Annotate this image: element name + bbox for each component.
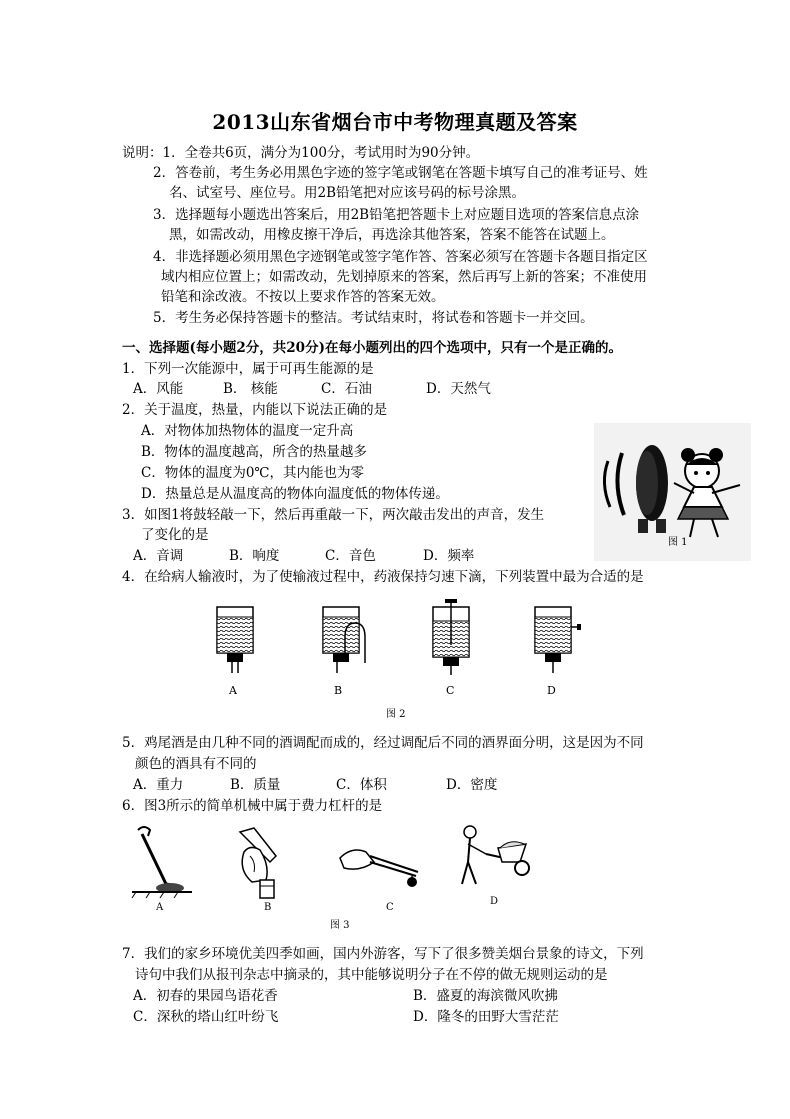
drum-illustration [594, 423, 751, 561]
figure-2-caption: 图 2 [386, 709, 406, 720]
q5-option-d: D．密度 [446, 777, 498, 793]
figure-2-iv-bottles [205, 597, 585, 723]
q3-options [133, 546, 474, 566]
q2-stem: 2．关于温度，热量，内能以下说法正确的是 [122, 402, 388, 418]
figure-3-label-b: B [264, 902, 272, 913]
q2-option-b: B．物体的温度越高，所含的热量越多 [141, 444, 367, 460]
q4-stem: 4．在给病人输液时，为了使输液过程中，药液保持匀速下滴，下列装置中最为合适的是 [122, 569, 644, 585]
bottle-b [323, 607, 365, 697]
instruction-2-cont: 名、试室号、座位号。用2B铅笔把对应该号码的标号涂黑。 [169, 185, 526, 201]
figure-1-drum [594, 423, 751, 561]
q1-option-a: A．风能 [133, 381, 184, 397]
q7-option-b: B．盛夏的海滨微风吹拂 [413, 988, 558, 1004]
instruction-5: 5．考生务必保持答题卡的整洁。考试结束时，将试卷和答题卡一并交回。 [153, 310, 594, 326]
instruction-2: 2．答卷前，考生务必用黑色字迹的签字笔或钢笔在答题卡填写自己的准考证号、姓 [153, 165, 648, 181]
bottle-a [217, 607, 253, 697]
q3-option-a: A．音调 [133, 548, 184, 564]
q3-option-d: D．频率 [423, 548, 475, 564]
figure-1-caption: 图 1 [668, 537, 688, 548]
instruction-3-cont: 黑，如需改动，用橡皮擦干净后，再选涂其他答案，答案不能答在试题上。 [169, 227, 615, 243]
q2-option-c: C．物体的温度为0℃，其内能也为零 [141, 465, 365, 481]
q3-stem: 3．如图1将鼓轻敲一下，然后再重敲一下，两次敲击发出的声音，发生 [122, 507, 545, 523]
q5-option-a: A．重力 [133, 777, 184, 793]
q3-stem-cont: 了变化的是 [141, 527, 209, 543]
figure-2-label-a: A [229, 684, 237, 697]
figure-3-simple-machines [130, 822, 540, 934]
figure-2-label-c: C [446, 684, 455, 697]
q5-option-b: B．质量 [230, 777, 281, 793]
q7-option-d: D．隆冬的田野大雪茫茫 [413, 1009, 559, 1025]
instruction-4-cont2: 铅笔和涂改液。不按以上要求作答的答案无效。 [161, 289, 445, 305]
q1-option-b: B． 核能 [223, 381, 278, 397]
q1-option-d: D．天然气 [426, 381, 491, 397]
bottle-d [535, 607, 581, 697]
page-title: 2013山东省烟台市中考物理真题及答案 [212, 110, 578, 134]
q1-options [133, 379, 491, 399]
figure-3-label-c: C [386, 902, 394, 913]
bottle-c [433, 599, 469, 697]
q3-option-c: C．音色 [325, 548, 376, 564]
q2-option-a: A．对物体加热物体的温度一定升高 [141, 423, 354, 439]
instruction-4: 4．非选择题必须用黑色字迹钢笔或签字笔作答、答案必须写在答题卡各题目指定区 [153, 249, 648, 265]
q1-option-c: C．石油 [321, 381, 372, 397]
machine-b-opener [240, 828, 276, 913]
iv-bottles-illustration [205, 597, 585, 723]
q5-stem: 5．鸡尾酒是由几种不同的酒调配而成的，经过调配后不同的酒界面分明，这是因为不同 [122, 735, 644, 751]
figure-3-label-d: D [490, 896, 499, 907]
instruction-3: 3．选择题每小题选出答案后，用2B铅笔把答题卡上对应题目选项的答案信息点涂 [153, 207, 640, 223]
q2-option-d: D．热量总是从温度高的物体向温度低的物体传递。 [141, 486, 449, 502]
figure-3-label-a: A [156, 902, 164, 913]
q7-option-a: A．初春的果园鸟语花香 [133, 988, 278, 1004]
machine-a-crowbar [132, 827, 192, 913]
machine-d-wheelbarrow [462, 826, 529, 907]
q6-stem: 6．图3所示的简单机械中属于费力杠杆的是 [122, 798, 383, 814]
q7-option-c: C．深秋的塔山红叶纷飞 [133, 1009, 279, 1025]
simple-machines-illustration [130, 822, 540, 934]
q7-stem: 7．我们的家乡环境优美四季如画，国内外游客，写下了很多赞美烟台景象的诗文，下列 [122, 946, 644, 962]
q5-options [133, 775, 497, 795]
q7-stem-cont: 诗句中我们从报刊杂志中摘录的，其中能够说明分子在不停的做无规则运动的是 [135, 967, 608, 983]
section-heading: 一、选择题(每小题2分，共20分)在每小题列出的四个选项中，只有一个是正确的。 [122, 340, 622, 356]
figure-2-label-b: B [334, 684, 343, 697]
machine-c-tongs [340, 850, 418, 913]
q5-option-c: C．体积 [336, 777, 387, 793]
q3-option-b: B．响度 [229, 548, 280, 564]
figure-3-caption: 图 3 [330, 920, 350, 931]
instruction-1: 说明：1．全卷共6页，满分为100分，考试用时为90分钟。 [122, 145, 480, 161]
q1-stem: 1．下列一次能源中，属于可再生能源的是 [122, 361, 374, 377]
q5-stem-cont: 颜色的酒具有不同的 [135, 756, 257, 772]
figure-2-label-d: D [547, 684, 556, 697]
instruction-4-cont: 域内相应位置上；如需改动，先划掉原来的答案，然后再写上新的答案；不准使用 [161, 269, 647, 285]
